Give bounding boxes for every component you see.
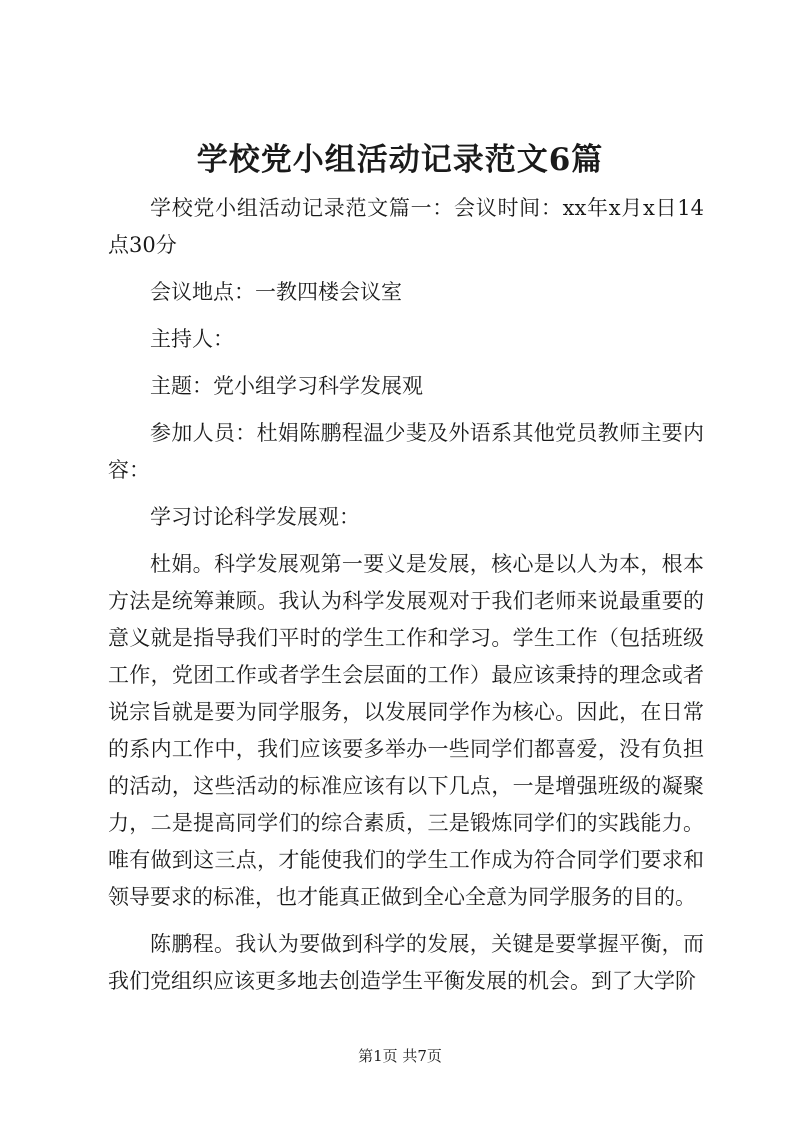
- document-body: [108, 190, 704, 1010]
- paragraph-chenpengcheng-remarks: 陈鹏程。我认为要做到科学的发展，关键是要掌握平衡，而我们党组织应该更多地去创造学生平衡发展的机会。到了大学阶: [108, 932, 704, 993]
- paragraph-dujuan-remarks: 杜娟。科学发展观第一要义是发展，核心是以人为本，根本方法是统筹兼顾。我认为科学发展观对于我们老师来说最重要的意义就是指导我们平时的学生工作和学习。学生工作（包括班级工作，党团工作或者学生会层面的工作）最应该秉持的理念或者说宗旨就是要为同学服务，以发展同学作为核心。因此，在日常的系内工作中，我们应该要多举办一些同学们都喜爱，没有负担的活动，这些活动的标准应该有以下几点，一是增强班级的凝聚力，二是提高同学们的综合素质，三是锻炼同学们的实践能力。唯有做到这三点，才能使我们的学生工作成为符合同学们要求和领导要求的标准，也才能真正做到全心全意为同学服务的目的。: [108, 552, 704, 909]
- paragraph-attendees: 参加人员：杜娟陈鹏程温少斐及外语系其他党员教师主要内容：: [108, 421, 704, 482]
- paragraph-topic: 主题：党小组学习科学发展观: [150, 374, 423, 398]
- document-title: 学校党小组活动记录范文6篇: [196, 142, 604, 178]
- paragraph-meeting-time: 学校党小组活动记录范文篇一：会议时间：xx年x月x日14点30分: [108, 196, 704, 257]
- paragraph-meeting-location: 会议地点：一教四楼会议室: [150, 280, 402, 304]
- paragraph-study-heading: 学习讨论科学发展观：: [150, 505, 360, 529]
- paragraph-host: 主持人：: [150, 327, 234, 351]
- page-footer: 第1页 共7页: [358, 1047, 442, 1065]
